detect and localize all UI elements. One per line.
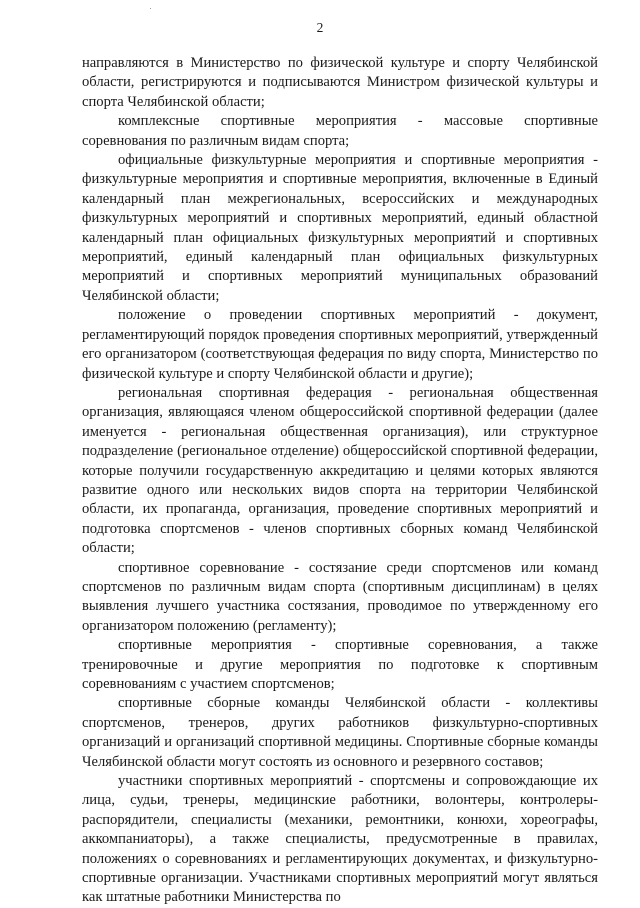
- paragraph-national-teams: спортивные сборные команды Челябинской области - коллективы спортсменов, тренеров, других работников физкультурно-спортивных организаций и организаций спортивной медицины. Спортивные сборные команды Челябинской области могут состоять из основного и резервного составов;: [82, 695, 598, 770]
- paragraph-continuation: направляются в Министерство по физической культуре и спорту Челябинской области, регистрируются и подписываются Министром физической культуры и спорта Челябинской области;: [82, 55, 598, 110]
- scan-speck: [150, 8, 151, 9]
- paragraph-regulations: положение о проведении спортивных мероприятий - документ, регламентирующий порядок проведения спортивных мероприятий, утвержденный его организатором (соответствующая федерация по виду спорта, Министерство по физической культуре и спорту Челябинской области и другие);: [82, 307, 598, 382]
- page-number: 2: [316, 20, 324, 35]
- document-body: [82, 54, 598, 908]
- paragraph-complex-sport-events: комплексные спортивные мероприятия - массовые спортивные соревнования по различным видам спорта;: [82, 113, 598, 149]
- paragraph-participants: участники спортивных мероприятий - спортсмены и сопровождающие их лица, судьи, тренеры, медицинские работники, волонтеры, контролеры-распорядители, специалисты (механики, ремонтники, конюхи, хореографы, аккомпаниаторы), а также специалисты, предусмотренные в правилах, положениях о соревнованиях и регламентирующих документах, и физкультурно-спортивные организации. Участниками спортивных мероприятий могут являться как штатные работники Министерства по: [82, 773, 598, 906]
- paragraph-sport-events: спортивные мероприятия - спортивные соревнования, а также тренировочные и другие мероприятия по подготовке к спортивным соревнованиям с участием спортсменов;: [82, 637, 598, 692]
- paragraph-official-events: официальные физкультурные мероприятия и спортивные мероприятия - физкультурные мероприятия и спортивные мероприятия, включенные в Единый календарный план межрегиональных, всероссийских и международных физкультурных мероприятий и спортивных мероприятий, единый областной календарный план официальных физкультурных мероприятий и спортивных мероприятий, единый календарный план официальных физкультурных мероприятий и спортивных мероприятий муниципальных образований Челябинской области;: [82, 152, 598, 304]
- paragraph-regional-federation: региональная спортивная федерация - региональная общественная организация, являющаяся членом общероссийской спортивной федерации (далее именуется - региональная общественная организация), или структурное подразделение (региональное отделение) общероссийской спортивной федерации, которые получили государственную аккредитацию и целями которых являются развитие одного или нескольких видов спорта на территории Челябинской области, их пропаганда, организация, проведение спортивных мероприятий и подготовка спортсменов - членов спортивных сборных команд Челябинской области;: [82, 384, 598, 557]
- paragraph-sport-competition: спортивное соревнование - состязание среди спортсменов или команд спортсменов по различным видам спорта (спортивным дисциплинам) в целях выявления лучшего участника состязания, проводимое по утвержденному его организатором положению (регламенту);: [82, 559, 598, 634]
